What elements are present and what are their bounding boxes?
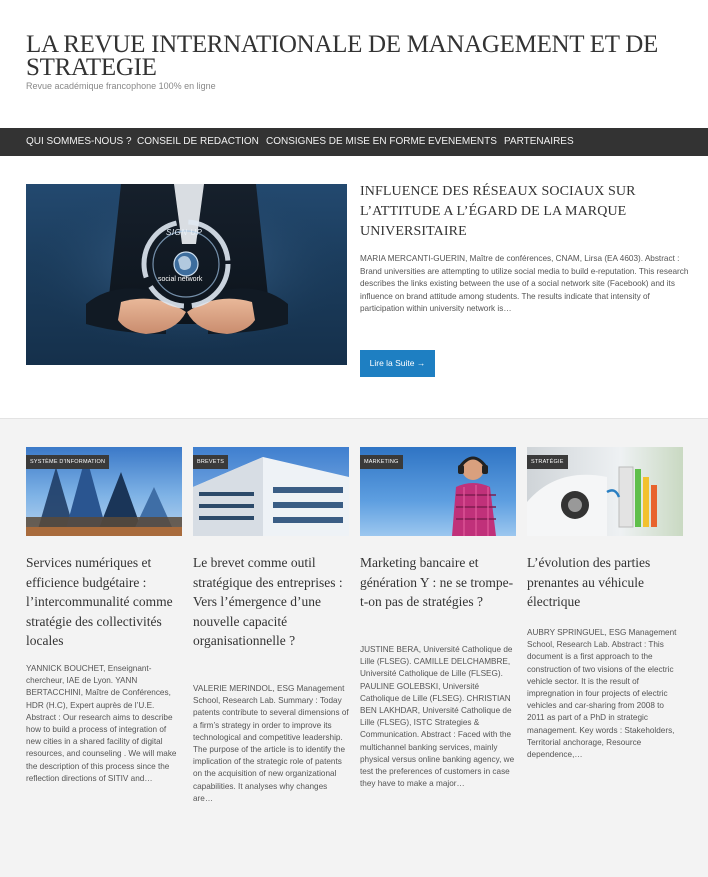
article-card-image-electric-car[interactable] <box>527 447 683 536</box>
site-title[interactable]: LA REVUE INTERNATIONALE DE MANAGEMENT ET DE STRATEGIE <box>26 31 658 81</box>
social-network-hands-illustration <box>26 184 347 365</box>
article-card-title[interactable]: Le brevet comme outil stratégique des entreprises : Vers l’émergence d’une nouvelle capacité organisationnelle ? <box>193 555 343 648</box>
category-badge[interactable]: SYSTÈME D'INFORMATION <box>26 455 109 469</box>
article-card-title[interactable]: Services numériques et efficience budgétaire : l’intercommunalité comme stratégie des collectivités locales <box>26 555 173 648</box>
nav-item-consignes-de-mise-en-forme[interactable]: CONSIGNES DE MISE EN FORME <box>266 136 426 147</box>
article-card-image-young-man[interactable] <box>360 447 516 536</box>
category-badge[interactable]: MARKETING <box>360 455 403 469</box>
site-tagline: Revue académique francophone 100% en ligne <box>26 81 216 91</box>
nav-item-evenements[interactable]: EVENEMENTS <box>428 136 497 147</box>
category-badge[interactable]: STRATÉGIE <box>527 455 568 469</box>
category-badge[interactable]: BREVETS <box>193 455 228 469</box>
article-card <box>26 447 182 783</box>
site-header <box>0 0 708 128</box>
nav-item-partenaires[interactable]: PARTENAIRES <box>504 136 574 147</box>
nav-item-conseil-de-redaction[interactable]: CONSEIL DE REDACTION <box>137 136 259 147</box>
featured-article-title[interactable]: INFLUENCE DES RÉSEAUX SOCIAUX SUR L’ATTITUDE A L’ÉGARD DE LA MARQUE UNIVERSITAIRE <box>360 184 636 239</box>
image-text-social-network: social network <box>158 276 203 283</box>
article-card <box>193 447 349 803</box>
read-more-button[interactable]: Lire la Suite → <box>360 350 435 377</box>
featured-image[interactable] <box>26 184 347 365</box>
article-card-title[interactable]: Marketing bancaire et génération Y : ne se trompe-t-on pas de stratégies ? <box>360 555 514 609</box>
image-text-sign-up: SIGN UP <box>166 228 203 237</box>
article-card <box>360 447 516 789</box>
article-card-excerpt: AUBRY SPRINGUEL, ESG Management School, Research Lab. Abstract : This document is a first approach to the construction of two visions of the electric vehicle sector. It is the result of impregnation in four projects of electric vehicles and car-sharing from 2008 to 2011 as part of a PhD in strategic management. Key words : Stakeholders, Territorial anchorage, Resource dependence,… <box>527 628 677 760</box>
article-card <box>527 447 683 760</box>
article-card-excerpt: VALERIE MERINDOL, ESG Management School, Research Lab. Summary : Today patents contribute to several dimensions of a firm’s strategy in order to improve its technological and competitive leadership. The purpose of the article is to identify the implication of the strategic role of patents on the acquisition of new organizational capabilities. It analyses why changes are… <box>193 684 349 803</box>
article-card-title[interactable]: L’évolution des parties prenantes au véhicule électrique <box>527 555 651 609</box>
nav-item-qui-sommes-nous[interactable]: QUI SOMMES-NOUS ? <box>26 136 132 147</box>
article-card-excerpt: YANNICK BOUCHET, Enseignant-chercheur, IAE de Lyon. YANN BERTACCHINI, Maître de Conférences, HDR (H.C), Expert auprès de l’U.E. Abstract : Our research aims to describe how to build a process of integration of new cities in a shared facility of digital resources, and counseling . We will make the description of this process since the reflection directions of SITIV and… <box>26 664 177 783</box>
article-card-image-building[interactable] <box>193 447 349 536</box>
main-nav <box>0 128 708 156</box>
featured-article-excerpt: MARIA MERCANTI-GUERIN, Maître de conférences, CNAM, Lirsa (EA 4603). Abstract : Brand universities are attempting to utilize social media to build e-reputation. This research describes the links existing between the use of a social network site (Facebook) and its influence on brand attitude among students. The results indicate that intensity of participation within university network is… <box>360 254 689 314</box>
article-card-excerpt: JUSTINE BERA, Université Catholique de Lille (FLSEG). CAMILLE DELCHAMBRE, Université Catholique de Lille (FLSEG). PAULINE GOLEBSKI, Université Catholique de Lille (FLSEG). CHRISTIAN BEN LAKHDAR, Université Catholique de Lille (FLSEG), ISTC Strategies & Communication. Abstract : Faced with the multichannel banking services, mainly physical versus online banking agency, we test the preferences of customers in case they have to make a major… <box>360 645 515 789</box>
article-card-image-skyscrapers[interactable] <box>26 447 182 536</box>
